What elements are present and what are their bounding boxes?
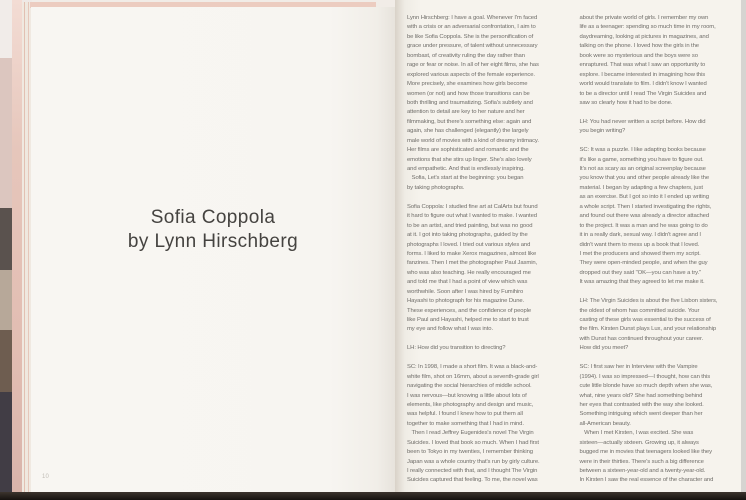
text-line: enraptured. That was what I saw an opportunity to — [579, 62, 706, 69]
text-line: forms. I liked to make Xerox magazines, almost like — [407, 250, 537, 257]
text-line: saw so clearly how it had to be done. — [579, 99, 673, 106]
text-line: grace under pressure, of talent without unnecessary — [407, 43, 538, 50]
text-line: about the private world of girls. I remember my own — [579, 15, 709, 21]
text-line: Sofia Coppola: I studied fine art at CalArts but found — [407, 203, 538, 210]
text-line: dropped out they said "OK—you can have a try." — [579, 269, 702, 276]
text-line: world would translate to film. I didn't know I wanted — [579, 81, 707, 88]
text-line: you know that you and other people already like the — [579, 175, 709, 182]
text-line: I really connected with that, and I thought The Virgin — [407, 468, 538, 474]
book-cover-edge — [12, 0, 22, 500]
text-line: Something intriguing which went deeper than her — [579, 411, 703, 418]
text-line: More precisely, she examines how girls become — [407, 81, 528, 88]
text-line: it hard to figure out what I wanted to make. I wanted — [407, 213, 537, 220]
text-line: attention to detail are key to her nature and her — [407, 109, 525, 116]
article-columns — [395, 0, 741, 486]
text-line: to be an artist, and tried painting, but was no good — [407, 222, 533, 229]
text-line: These experiences, and the confidence of people — [407, 307, 532, 314]
text-line: How did you meet? — [579, 345, 629, 352]
photo-fragment — [0, 58, 12, 208]
text-line: Sofia, Let's start at the beginning: you began — [407, 175, 524, 182]
text-line: material. I began by adapting a few chapters, just — [579, 184, 703, 191]
text-line — [580, 288, 742, 297]
text-line: book were so mysterious and the boys were so — [579, 52, 698, 59]
text-line: SC: I first saw her in Interview with the Vampire — [579, 364, 698, 371]
text-line: life as a teenager: spending so much time in my room, — [579, 24, 716, 31]
text-line: LH: You had never written a script before. How did — [579, 118, 706, 125]
text-line: bugged me in movies that teenagers looked like they — [579, 449, 712, 456]
text-line: explore. I became interested in imagining how this — [579, 71, 706, 78]
text-line: talking on the phone. I loved how the girls in the — [579, 43, 699, 50]
text-line: and empathetic. And that is endlessly inspiring. — [407, 166, 525, 172]
text-line: LH: The Virgin Suicides is about the five Lisbon sisters, — [579, 298, 718, 305]
text-line: SC: It was a puzzle. I like adapting books because — [579, 147, 706, 154]
text-line: They were open-minded people, and when the guy — [579, 260, 708, 267]
text-line: a whole script. Then I started investigating the rights, — [579, 203, 712, 210]
text-line: you begin writing? — [579, 128, 626, 135]
text-line: by taking photographs. — [407, 184, 465, 191]
text-line: Lynn Hirschberg: I have a goal. Whenever I'm faced — [407, 15, 538, 21]
text-line: the oldest of whom has committed suicide. Your — [579, 307, 700, 314]
photo-fragment — [0, 0, 12, 58]
photo-fragment — [0, 330, 12, 392]
text-line: at it. I got into taking photographs, guided by the — [407, 232, 528, 239]
text-line: I met the producers and showed them my script. — [579, 250, 701, 257]
text-line: LH: How did you transition to directing? — [407, 345, 506, 352]
text-line: rage or fear or noise. In all of her eight films, she has — [407, 62, 539, 69]
text-line: women (or not) and how those transitions can be — [407, 90, 530, 97]
text-line: bombast, of creativity ruling the day rather than — [407, 52, 525, 59]
text-line: her eyes that contrasted with the way she looked. — [579, 401, 704, 408]
text-line: sixteen—actually sixteen. Growing up, it always — [579, 439, 699, 446]
photo-fragment — [0, 392, 12, 500]
text-line: elements, like photography and design and music, — [407, 401, 534, 408]
text-line: cute little blonde have so much depth when she was, — [579, 383, 713, 390]
text-line: who was also teaching. He really encouraged me — [407, 269, 531, 276]
text-column-1 — [407, 14, 569, 486]
text-line: daydreaming, looking at pictures in magazines, and — [579, 33, 709, 40]
text-line: all-American beauty. — [579, 420, 631, 427]
text-line: male world of movies with a kind of dreamy intimacy. — [407, 137, 539, 144]
text-line: emotions that she stirs up linger. She's also lovely — [407, 156, 532, 163]
book-bottom-edge — [0, 492, 746, 500]
text-line: In Kirsten I saw the real essence of the character and — [579, 477, 714, 484]
text-column-2 — [580, 14, 742, 486]
text-line: as an exercise. But I got so into it I ended up writing — [579, 194, 709, 201]
text-line — [407, 335, 569, 344]
text-line: When I met Kirsten, I was excited. She was — [579, 430, 694, 437]
text-line: to the project. It was a man and he was going to do — [579, 222, 708, 229]
text-line: didn't want them to mess up a book that I loved. — [579, 241, 700, 248]
text-line: my eye and follow what I was into. — [407, 326, 493, 333]
text-line — [407, 193, 569, 202]
text-line: to be a director until I read The Virgin Suicides and — [579, 90, 707, 97]
text-line: together to make something that I had in mind. — [407, 420, 524, 427]
text-line: it in a really dark, sexual way. I didn't agree and I — [579, 232, 701, 239]
text-line: casting of these girls was essential to the success of — [579, 317, 711, 323]
text-line: what, nine years old? She had something behind — [579, 392, 703, 399]
text-line: both thrilling and traumatizing. Sofia's subtlety and — [407, 99, 533, 106]
text-line: between a sixteen-year-old and a twenty-year-old. — [579, 468, 706, 474]
text-line — [407, 354, 569, 363]
text-line: worthwhile. Soon after I was hired by Fumihiro — [407, 288, 524, 295]
text-line: Then I read Jeffrey Eugenides's novel The Virgin — [407, 430, 534, 437]
text-line: Hayashi to photograph for his magazine Dune. — [407, 298, 525, 305]
text-line: like Paul and Hayashi, helped me to start to trust — [407, 317, 529, 323]
page-title — [31, 7, 395, 253]
photo-fragment — [0, 270, 12, 330]
right-page-edge — [741, 0, 746, 494]
text-line — [580, 354, 742, 363]
text-line: was helpful. I found I knew how to put them all — [407, 411, 523, 418]
text-line: navigating the social hierarchies of middle school. — [407, 383, 532, 390]
text-line: the film. Kirsten Dunst plays Lux, and your relationship — [579, 326, 717, 333]
text-line: filmmaking, but there's something else: again and — [407, 118, 532, 125]
text-line: Japan was a whole country that's run by girly culture. — [407, 458, 540, 465]
title-name: Sofia Coppola — [150, 207, 276, 228]
page-number: 10 — [42, 474, 50, 480]
page-edges-stack — [22, 2, 31, 496]
photo-fragment — [0, 208, 12, 270]
text-line: It's not as scary as an original screenplay because — [579, 166, 706, 172]
text-line — [580, 108, 742, 117]
text-line: I was nervous—but knowing a little about lots of — [407, 392, 527, 399]
text-line: explored various aspects of the female experience. — [407, 71, 535, 78]
text-line: (1994). I was so impressed—I thought, how can this — [579, 373, 711, 380]
text-line: Her films are sophisticated and romantic and the — [407, 147, 529, 154]
right-page — [395, 0, 741, 494]
text-line: with Dunst has continued throughout your career. — [579, 335, 704, 342]
title-byline: by Lynn Hirschberg — [127, 230, 299, 252]
text-line: SC: In 1998, I made a short film. It was a black-and- — [407, 364, 538, 371]
text-line: and found out there was already a director attached — [579, 213, 709, 220]
text-line — [580, 137, 742, 146]
text-line: fanzines. Then I met the photographer Paul Jasmin, — [407, 260, 538, 267]
text-line: been to Tokyo in my twenties, I remember thinking — [407, 449, 533, 456]
text-line: Suicides captured that feeling. To me, the novel was — [407, 477, 538, 484]
text-line: with a crisis or an adversarial confrontation, I aim to — [407, 24, 536, 31]
background-photo-strip — [0, 0, 32, 500]
text-line: photographs I loved. I tried out various styles and — [407, 241, 531, 248]
text-line: It was amazing that they agreed to let me make it. — [579, 279, 705, 286]
left-page — [31, 7, 395, 492]
text-line: be like Sofia Coppola. She is the personification of — [407, 33, 534, 40]
text-line: Suicides. I loved that book so much. When I had first — [407, 439, 539, 446]
text-line: white film, shot on 16mm, about a seventh-grade girl — [407, 373, 539, 380]
text-line: it's like a game, something you have to figure out. — [579, 156, 704, 163]
text-line: were in their thirties. There's such a big difference — [579, 458, 704, 465]
text-line: and told me that I had a point of view which was — [407, 279, 528, 286]
text-line: again, she has challenged (elegantly) the largely — [407, 128, 529, 135]
